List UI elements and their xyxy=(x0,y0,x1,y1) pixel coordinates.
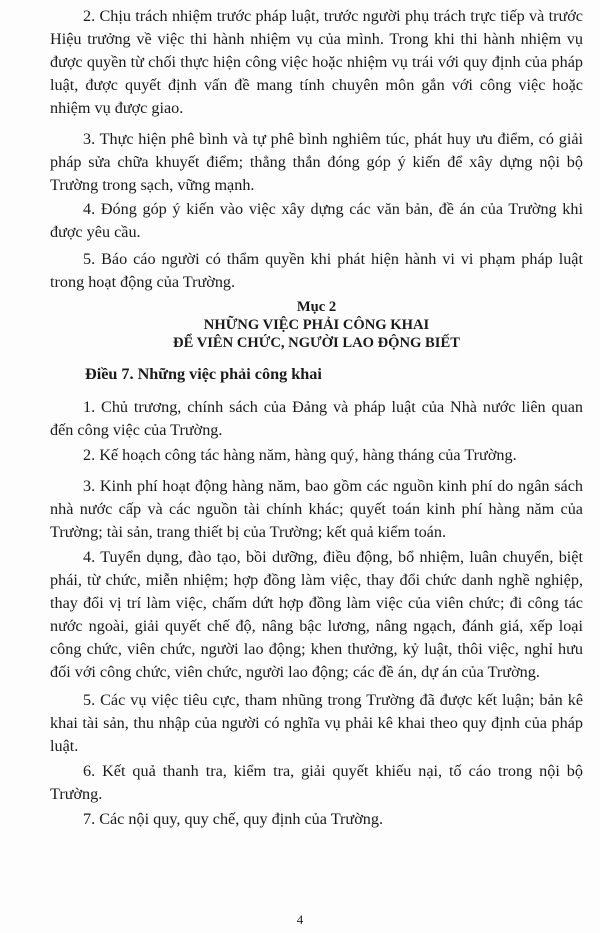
article-item-text: 5. Các vụ việc tiêu cực, tham nhũng trong Trường đã được kết luận; bản kê khai tài sản, thu nhập của người có nghĩa vụ phải kê khai theo quy định của pháp luật. xyxy=(50,691,583,755)
article-item-5 xyxy=(50,689,583,758)
paragraph-text: 5. Báo cáo người có thẩm quyền khi phát hiện hành vi vi phạm pháp luật trong hoạt động của Trường. xyxy=(50,250,583,291)
article-item-3 xyxy=(50,475,583,544)
page-number: 4 xyxy=(296,912,304,927)
paragraph-3 xyxy=(50,128,583,197)
article-item-text: 2. Kế hoạch công tác hàng năm, hàng quý, hàng tháng của Trường. xyxy=(83,446,517,464)
paragraph-text: 4. Đóng góp ý kiến vào việc xây dựng các văn bản, đề án của Trường khi được yêu cầu. xyxy=(50,200,583,241)
article-item-7 xyxy=(50,808,583,831)
paragraph-2 xyxy=(50,5,583,120)
paragraph-5 xyxy=(50,248,583,294)
article-item-text: 7. Các nội quy, quy chế, quy định của Trường. xyxy=(83,810,383,828)
article-item-text: 3. Kinh phí hoạt động hàng năm, bao gồm các nguồn kinh phí do ngân sách nhà nước cấp và các nguồn tài chính khác; quyết toán kinh phí hàng năm của Trường; tài sản, trang thiết bị của Trường; kết quả kiểm toán. xyxy=(50,477,583,541)
article-item-text: 6. Kết quả thanh tra, kiểm tra, giải quyết khiếu nại, tố cáo trong nội bộ Trường. xyxy=(50,762,583,803)
article-item-text: 4. Tuyển dụng, đào tạo, bồi dưỡng, điều động, bổ nhiệm, luân chuyển, biệt phái, từ chức, miễn nhiệm; hợp đồng làm việc, thay đổi chức danh nghề nghiệp, thay đổi vị trí làm việc, chấm dứt hợp đồng làm việc của viên chức; đi công tác nước ngoài, giải quyết chế độ, nâng bậc lương, nâng ngạch, đánh giá, xếp loại công chức, viên chức, người lao động; khen thưởng, kỷ luật, thôi việc, nghỉ hưu đối với công chức, viên chức, người lao động; các đề án, dự án của Trường. xyxy=(50,548,583,681)
section-label: Mục 2 xyxy=(296,299,337,315)
article-item-1 xyxy=(50,396,583,442)
article-item-4 xyxy=(50,546,583,684)
paragraph-text: 3. Thực hiện phê bình và tự phê bình nghiêm túc, phát huy ưu điểm, có giải pháp sửa chữa khuyết điểm; thẳng thắn đóng góp ý kiến để xây dựng nội bộ Trường trong sạch, vững mạnh. xyxy=(50,130,583,194)
article-item-6 xyxy=(50,760,583,806)
article-item-2 xyxy=(50,444,583,467)
paragraph-text: 2. Chịu trách nhiệm trước pháp luật, trước người phụ trách trực tiếp và trước Hiệu trưởng về việc thi hành nhiệm vụ của mình. Trong khi thi hành nhiệm vụ được quyền từ chối thực hiện công việc hoặc nhiệm vụ trái với quy định của pháp luật, được quyết định vấn đề mang tính chuyên môn gắn với công việc hoặc nhiệm vụ được giao. xyxy=(50,7,583,117)
section-title-line1: NHỮNG VIỆC PHẢI CÔNG KHAI xyxy=(203,317,430,333)
section-title-line2: ĐỂ VIÊN CHỨC, NGƯỜI LAO ĐỘNG BIẾT xyxy=(173,335,460,351)
article-item-text: 1. Chủ trương, chính sách của Đảng và pháp luật của Nhà nước liên quan đến công việc của Trường. xyxy=(50,398,583,439)
paragraph-4 xyxy=(50,198,583,244)
article-heading: Điều 7. Những việc phải công khai xyxy=(85,365,322,383)
